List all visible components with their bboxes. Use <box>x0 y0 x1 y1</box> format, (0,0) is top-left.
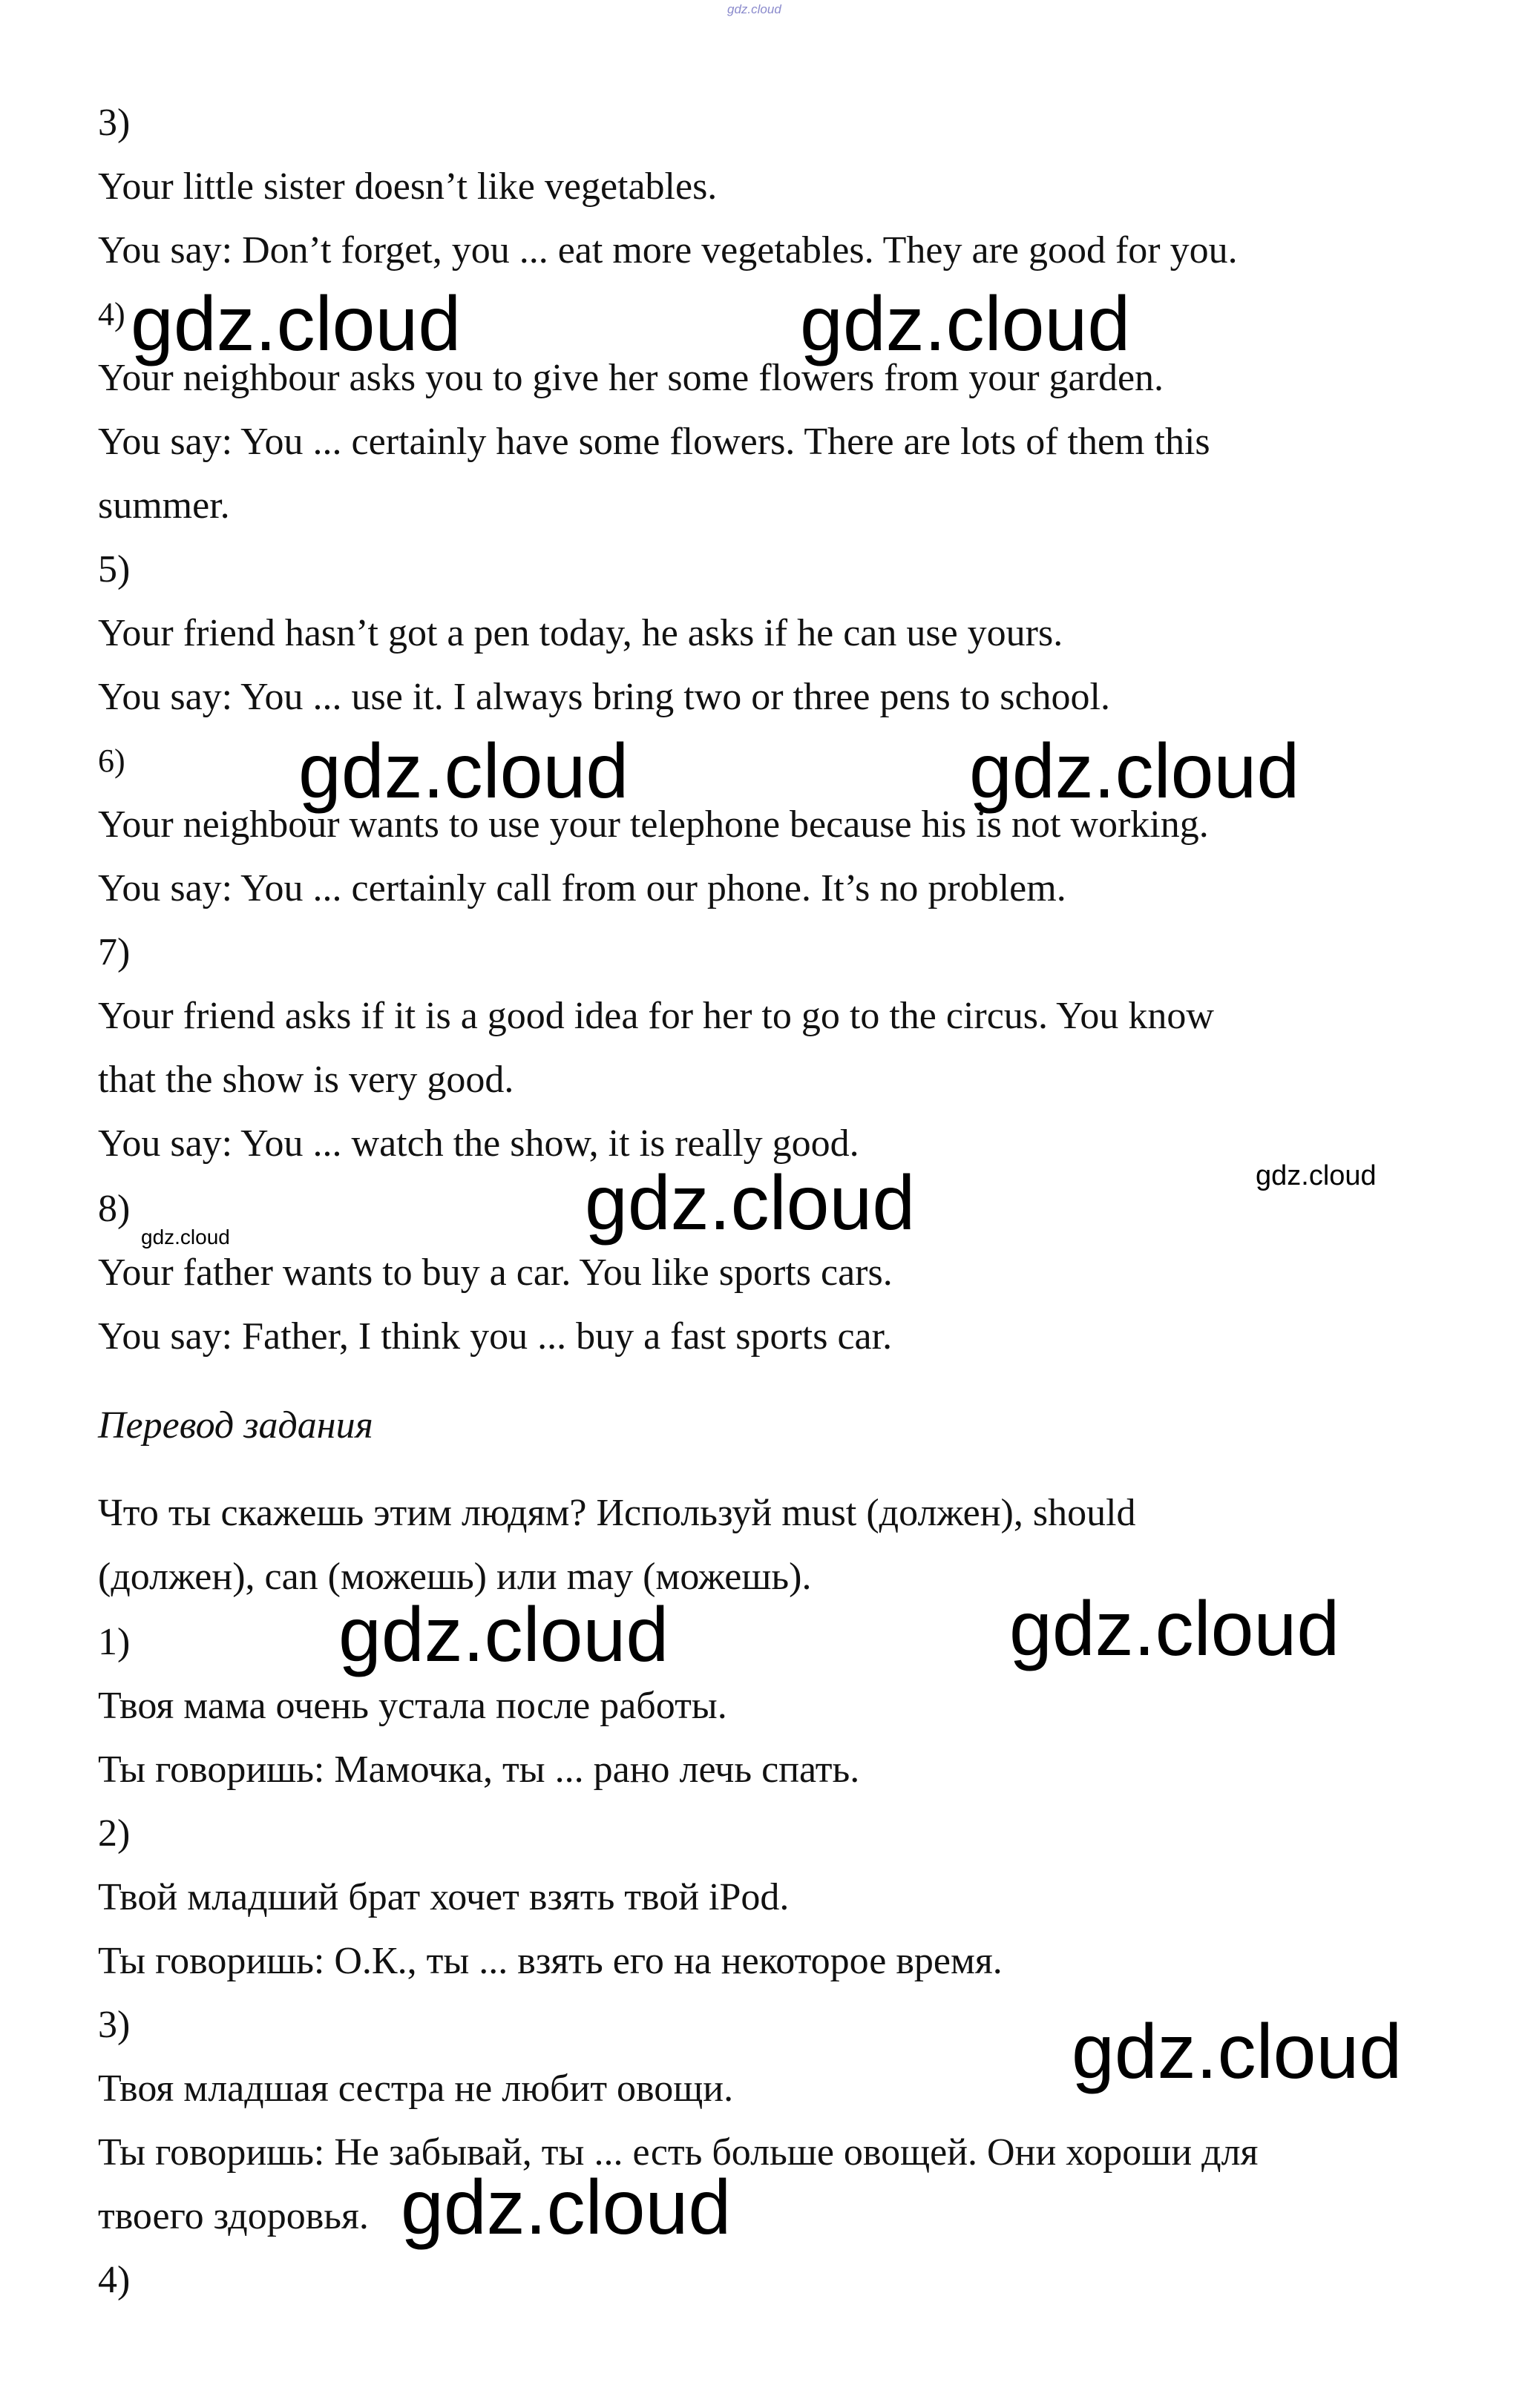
item-number-4: 4) <box>98 296 125 332</box>
watermark: gdz.cloud <box>800 281 1131 367</box>
response-text: You say: You ... certainly have some flowers. There are lots of them this <box>98 421 1210 463</box>
header-watermark: gdz.cloud <box>727 2 781 16</box>
item-number-5: 5) <box>98 548 131 591</box>
situation-text: Your neighbour wants to use your telephone because his is not working. <box>98 803 1209 846</box>
watermark: gdz.cloud <box>1009 1586 1340 1672</box>
situation-text: Your neighbour asks you to give her some flowers from your garden. <box>98 357 1164 399</box>
response-text: You say: You ... certainly call from our phone. It’s no problem. <box>98 867 1066 909</box>
item-number-1: 1) <box>98 1621 131 1663</box>
situation-text: Your friend asks if it is a good idea for her to go to the circus. You know <box>98 995 1214 1037</box>
response-text: You say: Father, I think you ... buy a fast sports car. <box>98 1315 893 1358</box>
task-instruction-continued: (должен), can (можешь) или may (можешь). <box>98 1556 812 1598</box>
response-text-continued: summer. <box>98 484 230 527</box>
response-text: Ты говоришь: О.К., ты ... взять его на некоторое время. <box>98 1940 1003 1982</box>
watermark: gdz.cloud <box>1072 2009 1403 2095</box>
item-number-6: 6) <box>98 743 125 779</box>
item-number-2: 2) <box>98 1812 131 1855</box>
item-number-3: 3) <box>98 102 131 144</box>
situation-text: Your friend hasn’t got a pen today, he asks if he can use yours. <box>98 612 1063 654</box>
translation-heading: Перевод задания <box>98 1404 373 1447</box>
situation-text-continued: that the show is very good. <box>98 1059 514 1101</box>
item-number-8: 8) <box>98 1188 131 1230</box>
response-text: You say: Don’t forget, you ... eat more vegetables. They are good for you. <box>98 229 1238 272</box>
response-text: Ты говоришь: Не забывай, ты ... есть больше овощей. Они хороши для <box>98 2131 1259 2174</box>
item-number-3: 3) <box>98 2004 131 2046</box>
response-text: You say: You ... watch the show, it is really good. <box>98 1122 859 1165</box>
item-number-7: 7) <box>98 931 131 973</box>
situation-text: Your little sister doesn’t like vegetables. <box>98 165 718 208</box>
situation-text: Твой младший брат хочет взять твой iPod. <box>98 1876 790 1918</box>
item-number-4: 4) <box>98 2259 131 2301</box>
watermark: gdz.cloud <box>141 1226 230 1249</box>
situation-text: Твоя младшая сестра не любит овощи. <box>98 2067 734 2110</box>
watermark: gdz.cloud <box>401 2165 732 2251</box>
response-text-continued: твоего здоровья. <box>98 2195 369 2237</box>
task-instruction: Что ты скажешь этим людям? Используй must (должен), should <box>98 1492 1136 1534</box>
watermark: gdz.cloud <box>1256 1160 1377 1191</box>
situation-text: Your father wants to buy a car. You like sports cars. <box>98 1251 893 1294</box>
response-text: Ты говоришь: Мамочка, ты ... рано лечь спать. <box>98 1749 860 1791</box>
watermark: gdz.cloud <box>338 1592 669 1678</box>
watermark: gdz.cloud <box>298 728 629 815</box>
watermark: gdz.cloud <box>969 728 1300 815</box>
watermark: gdz.cloud <box>131 281 462 367</box>
situation-text: Твоя мама очень устала после работы. <box>98 1685 727 1727</box>
response-text: You say: You ... use it. I always bring two or three pens to school. <box>98 676 1110 718</box>
watermark: gdz.cloud <box>585 1160 916 1246</box>
